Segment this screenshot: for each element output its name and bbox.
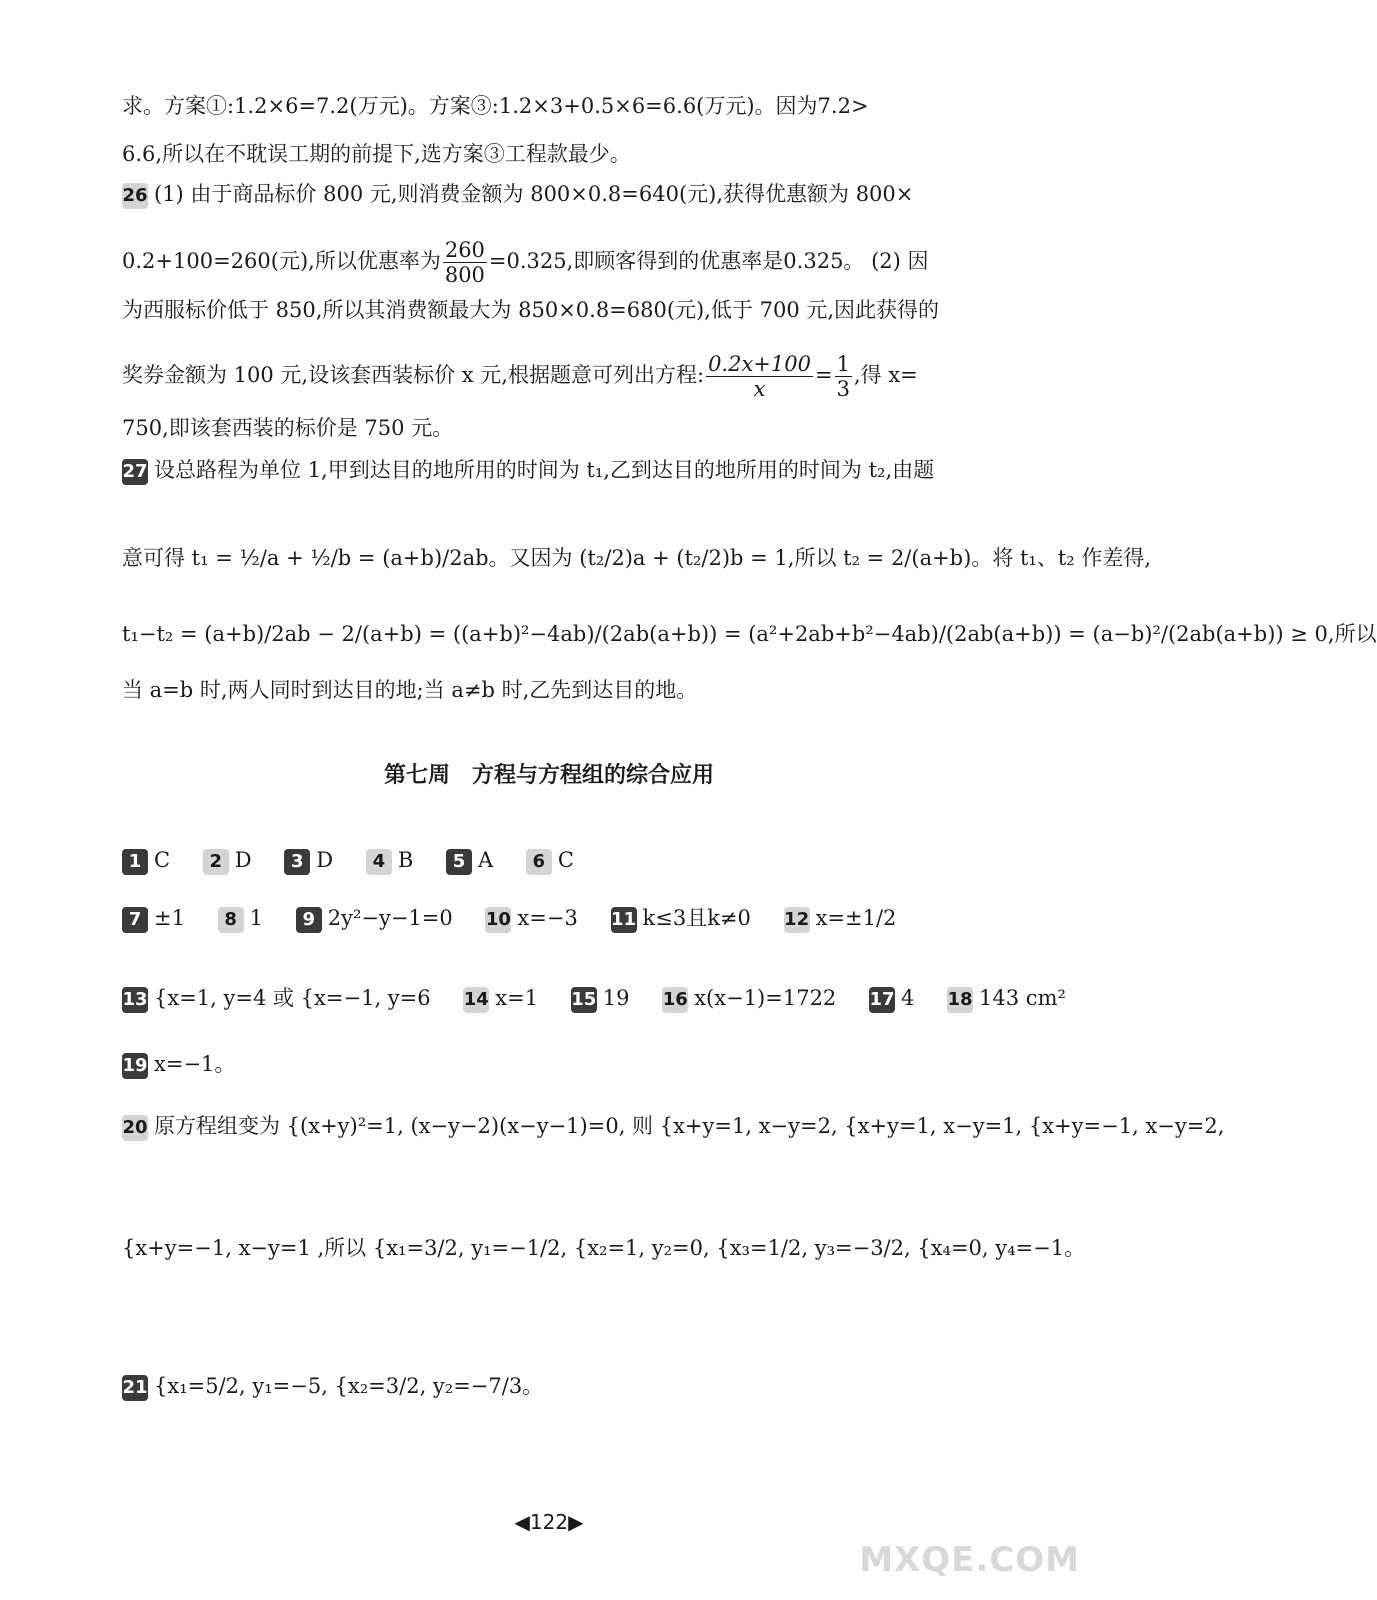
question-27-line <box>122 456 934 485</box>
question-27-line: 意可得 t₁ = ½/a + ½/b = (a+b)/2ab。又因为 (t₂/2)a + (t₂/2)b = 1,所以 t₂ = 2/(a+b)。将 t₁、t₂ 作差得, <box>122 546 1152 570</box>
answer-text: x=−3 <box>517 906 578 930</box>
question-number-badge: 13 <box>122 987 148 1013</box>
answer-text: A <box>477 848 494 872</box>
question-26-line: 奖券金额为 100 元,设该套西装标价 x 元,根据题意可列出方程: $\frac{0.2x+100}{x}$ = $\frac{1}{3}$ ,得 x= <box>122 352 918 401</box>
answer-item <box>662 986 836 1010</box>
numerator: 1 <box>836 352 850 376</box>
question-26-line <box>122 238 929 287</box>
answer-item <box>284 848 333 872</box>
question-number-badge: 11 <box>611 907 637 933</box>
answer-text: x=1 <box>495 986 539 1010</box>
answer-text: k≤3且k≠0 <box>642 906 751 930</box>
question-number-badge: 20 <box>122 1115 148 1141</box>
answers-row <box>122 904 922 933</box>
answer-text: C <box>154 848 171 872</box>
section-title: 第七周 方程与方程组的综合应用 <box>383 763 714 788</box>
answer-item <box>485 906 577 930</box>
question-number-badge: 6 <box>526 849 552 875</box>
question-27-line: t₁−t₂ = (a+b)/2ab − 2/(a+b) = ((a+b)²−4ab)/(2ab(a+b)) = (a²+2ab+b²−4ab)/(2ab(a+b)) = (a−b)²/(2ab(a+b)) ≥ 0,所以 <box>122 622 1377 646</box>
page-number: ◀122▶ <box>514 1510 584 1534</box>
text-segment: 原方程组变为 {(x+y)²=1, (x−y−2)(x−y−1)=0, 则 {x+y=1, x−y=2, {x+y=1, x−y=1, {x+y=−1, x−y=2, <box>154 1114 1225 1138</box>
answer-item <box>869 986 914 1010</box>
answer-text: ±1 <box>154 906 185 930</box>
answer-text: 19 <box>602 986 630 1010</box>
text-segment: (1) 由于商品标价 800 元,则消费金额为 800×0.8=640(元),获得优惠额为 800× <box>154 182 914 206</box>
question-19-line <box>122 1050 235 1079</box>
question-number-badge: 5 <box>446 849 472 875</box>
answer-item <box>571 986 630 1010</box>
question-27-line: 当 a=b 时,两人同时到达目的地;当 a≠b 时,乙先到达目的地。 <box>122 678 698 702</box>
answer-text: {x₁=5/2, y₁=−5, {x₂=3/2, y₂=−7/3。 <box>154 1374 544 1398</box>
numerator: 260 <box>444 238 485 262</box>
answer-item <box>122 986 431 1010</box>
answers-row <box>122 984 1092 1013</box>
answers-row <box>122 846 600 875</box>
question-number-badge: 8 <box>218 907 244 933</box>
answer-item <box>366 848 413 872</box>
fraction <box>835 352 852 401</box>
fraction <box>706 352 813 401</box>
answer-item <box>784 906 897 930</box>
question-20-line <box>122 1112 1224 1141</box>
question-number-badge: 3 <box>284 849 310 875</box>
answer-text: x=−1。 <box>154 1052 236 1076</box>
question-number-badge: 14 <box>463 987 489 1013</box>
answer-text: C <box>557 848 574 872</box>
answer-item <box>463 986 538 1010</box>
text-segment: 设总路程为单位 1,甲到达目的地所用的时间为 t₁,乙到达目的地所用的时间为 t₂,由题 <box>154 458 935 482</box>
answer-item <box>218 906 263 930</box>
answer-item <box>122 906 185 930</box>
answer-item <box>203 848 252 872</box>
question-26-line <box>122 180 913 209</box>
text-segment: 奖券金额为 100 元,设该套西装标价 x 元,根据题意可列出方程: <box>122 363 705 387</box>
question-number-badge: 1 <box>122 849 148 875</box>
text-line: 求。方案①:1.2×6=7.2(万元)。方案③:1.2×3+0.5×6=6.6(万元)。因为7.2> <box>122 94 869 118</box>
text-segment: 0.2+100=260(元),所以优惠率为 <box>122 249 441 273</box>
question-26-line: 750,即该套西装的标价是 750 元。 <box>122 416 454 440</box>
answer-item <box>296 906 453 930</box>
question-number-badge: 7 <box>122 907 148 933</box>
question-26-line: 为西服标价低于 850,所以其消费额最大为 850×0.8=680(元),低于 700 元,因此获得的 <box>122 298 940 322</box>
question-number-badge: 27 <box>122 459 148 485</box>
question-number-badge: 26 <box>122 183 148 209</box>
text-segment: ,得 x= <box>853 363 918 387</box>
question-number-badge: 2 <box>203 849 229 875</box>
answer-item <box>611 906 751 930</box>
question-number-badge: 12 <box>784 907 810 933</box>
answer-text: 2y²−y−1=0 <box>327 906 453 930</box>
answer-text: x=±1/2 <box>815 906 897 930</box>
question-number-badge: 21 <box>122 1375 148 1401</box>
question-number-badge: 15 <box>571 987 597 1013</box>
answer-text: 4 <box>900 986 915 1010</box>
answer-item <box>526 848 574 872</box>
text-line: 6.6,所以在不耽误工期的前提下,选方案③工程款最少。 <box>122 142 631 166</box>
answer-text: D <box>316 848 334 872</box>
answer-text: 143 cm² <box>979 986 1066 1010</box>
answer-item <box>122 848 170 872</box>
denominator: x <box>753 377 766 401</box>
question-number-badge: 18 <box>947 987 973 1013</box>
answer-text: x(x−1)=1722 <box>694 986 837 1010</box>
answer-text: B <box>397 848 414 872</box>
question-20-line: {x+y=−1, x−y=1 ,所以 {x₁=3/2, y₁=−1/2, {x₂=1, y₂=0, {x₃=1/2, y₃=−3/2, {x₄=0, y₄=−1。 <box>122 1236 1086 1260</box>
question-number-badge: 16 <box>662 987 688 1013</box>
question-number-badge: 19 <box>122 1053 148 1079</box>
question-21-line <box>122 1372 543 1401</box>
question-number-badge: 17 <box>869 987 895 1013</box>
answer-text: 1 <box>249 906 264 930</box>
answer-item <box>947 986 1066 1010</box>
numerator: 0.2x+100 <box>708 352 811 376</box>
question-number-badge: 9 <box>296 907 322 933</box>
denominator: 800 <box>444 263 485 287</box>
watermark: MXQE.COM <box>859 1540 1080 1580</box>
fraction <box>443 238 487 287</box>
question-number-badge: 10 <box>485 907 511 933</box>
question-number-badge: 4 <box>366 849 392 875</box>
answer-text: D <box>234 848 252 872</box>
answer-item <box>446 848 493 872</box>
text-segment: =0.325,即顾客得到的优惠率是0.325。 (2) 因 <box>488 249 929 273</box>
denominator: 3 <box>836 377 850 401</box>
answer-text: {x=1, y=4 或 {x=−1, y=6 <box>154 986 431 1010</box>
